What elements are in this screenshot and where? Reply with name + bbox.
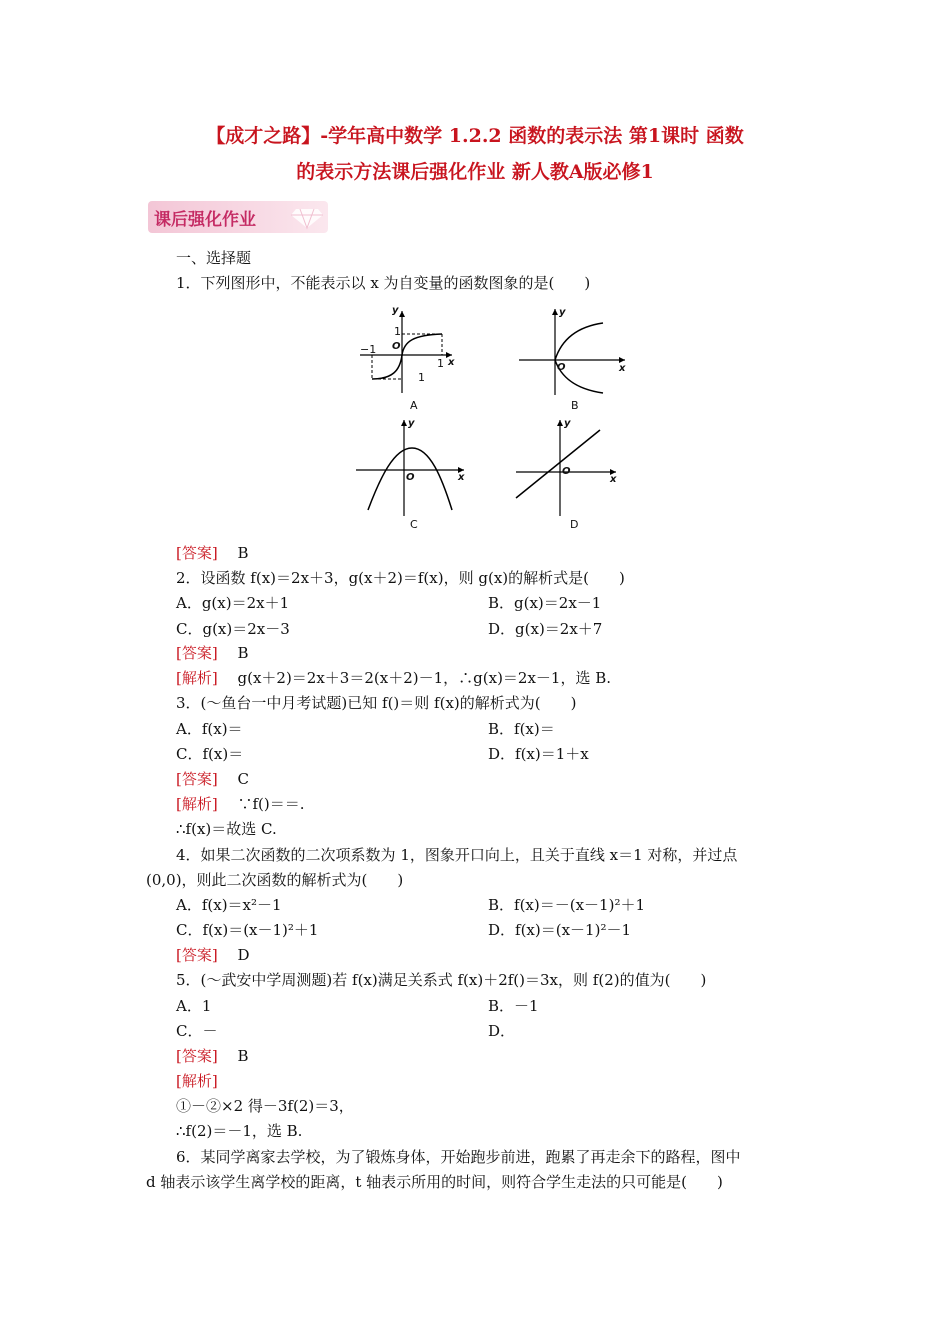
graph-a-one-top: 1: [394, 325, 401, 338]
q2-option-c: C．g(x)＝2x－3: [176, 620, 290, 638]
q2-answer: [176, 643, 249, 663]
graph-d: [512, 418, 632, 536]
graph-a-neg1: −1: [360, 343, 377, 356]
q1-answer-value: B: [237, 544, 249, 562]
q5-option-c: C．－: [176, 1022, 218, 1040]
graph-b: [515, 305, 635, 415]
q2-option-a: A．g(x)＝2x＋1: [176, 594, 290, 612]
q2-option-d: D．g(x)＝2x＋7: [488, 620, 603, 638]
graph-a-one-x: 1: [437, 357, 444, 370]
q5-analysis-tag: [解析]: [176, 1072, 218, 1090]
banner-label: 课后强化作业: [154, 210, 256, 230]
q5-analysis: [176, 1071, 218, 1091]
q5-stem: 5．(～武安中学周测题)若 f(x)满足关系式 f(x)＋2f()＝3x，则 f(2)的值为( ): [176, 971, 707, 989]
graph-a-origin-label: O: [392, 341, 401, 352]
q6-stem-line-1: 6．某同学离家去学校，为了锻炼身体，开始跑步前进，跑累了再走余下的路程，图中: [176, 1148, 741, 1166]
graph-b-caption: B: [571, 399, 579, 412]
graph-b-x-label: x: [619, 363, 626, 374]
q5-option-d: D．: [488, 1022, 516, 1040]
graph-d-x-label: x: [610, 474, 617, 485]
q2-analysis-tag: [解析]: [176, 669, 218, 687]
graph-a-caption: A: [410, 399, 418, 412]
q3-answer-tag: [答案]: [176, 770, 218, 788]
document-title-line-2: 的表示方法课后强化作业 新人教A版必修1: [296, 161, 654, 183]
q1-answer: [176, 543, 249, 563]
graph-b-curve: [555, 323, 603, 393]
q3-analysis-tag: [解析]: [176, 795, 218, 813]
graph-b-origin-label: O: [557, 362, 566, 373]
graph-d-y-label: y: [564, 418, 571, 429]
q4-option-d: D．f(x)＝(x－1)²－1: [488, 921, 632, 939]
q2-answer-tag: [答案]: [176, 644, 218, 662]
y-axis-arrow: [401, 420, 407, 426]
graph-d-caption: D: [570, 518, 579, 531]
q3-option-d: D．f(x)＝1＋x: [488, 745, 589, 763]
q5-step-2: ∴f(2)＝－1，选 B.: [176, 1122, 303, 1140]
graph-a-guide-lower: [372, 355, 402, 379]
q2-answer-value: B: [237, 644, 249, 662]
q1-answer-tag: [答案]: [176, 544, 218, 562]
q6-stem-line-2: d 轴表示该学生离学校的距离，t 轴表示所用的时间，则符合学生走法的只可能是( ): [146, 1173, 723, 1191]
q4-option-a: A．f(x)＝x²－1: [176, 896, 282, 914]
q1-stem: 1．下列图形中，不能表示以 x 为自变量的函数图象的是( ): [176, 274, 591, 292]
graph-b-y-label: y: [559, 307, 566, 318]
q5-answer-value: B: [237, 1047, 249, 1065]
graph-a-one-low: 1: [418, 371, 425, 384]
graph-c-y-label: y: [408, 418, 415, 429]
q5-option-a: A．1: [176, 997, 212, 1015]
q4-option-b: B．f(x)＝－(x－1)²＋1: [488, 896, 646, 914]
graph-c-caption: C: [410, 518, 418, 531]
graph-d-line: [516, 430, 600, 498]
y-axis-arrow: [399, 311, 405, 317]
q3-answer: [176, 769, 249, 789]
q2-analysis-text: g(x＋2)＝2x＋3＝2(x＋2)－1，∴g(x)＝2x－1，选 B.: [237, 669, 612, 687]
graph-a-x-label: x: [448, 357, 455, 368]
document-title-line-1: 【成才之路】-学年高中数学 1.2.2 函数的表示法 第1课时 函数: [206, 125, 744, 147]
q3-conclusion: ∴f(x)＝故选 C.: [176, 820, 277, 838]
q2-analysis: [176, 668, 611, 688]
q3-answer-value: C: [237, 770, 249, 788]
q4-stem-line-1: 4．如果二次函数的二次项系数为 1，图象开口向上，且关于直线 x＝1 对称，并过点: [176, 846, 738, 864]
graph-a-curve: [372, 334, 442, 379]
q5-answer: [176, 1046, 249, 1066]
graph-c-x-label: x: [458, 472, 465, 483]
q3-option-a: A．f(x)＝: [176, 720, 243, 738]
graph-a: [352, 305, 462, 415]
graph-a-guide-upper: [402, 334, 442, 355]
q5-option-b: B．－1: [488, 997, 539, 1015]
q2-stem: 2．设函数 f(x)＝2x＋3，g(x＋2)＝f(x)，则 g(x)的解析式是( ): [176, 569, 625, 587]
q5-answer-tag: [答案]: [176, 1047, 218, 1065]
q3-analysis: [176, 794, 305, 814]
graph-a-y-label: y: [392, 305, 399, 316]
q5-step-1: ①－②×2 得－3f(2)＝3，: [176, 1097, 354, 1115]
graph-d-origin-label: O: [562, 466, 571, 477]
graph-c: [352, 418, 472, 536]
q4-option-c: C．f(x)＝(x－1)²＋1: [176, 921, 319, 939]
q3-stem: 3．(～鱼台一中月考试题)已知 f()＝则 f(x)的解析式为( ): [176, 694, 577, 712]
section-heading: 一、选择题: [176, 249, 252, 267]
graph-c-origin-label: O: [406, 472, 415, 483]
q2-option-b: B．g(x)＝2x－1: [488, 594, 602, 612]
q4-stem-line-2: (0,0)，则此二次函数的解析式为( ): [146, 871, 404, 889]
q4-answer: [176, 945, 250, 965]
q4-answer-tag: [答案]: [176, 946, 218, 964]
q3-analysis-text: ∵f()＝＝.: [237, 795, 305, 813]
graph-d-plot: [512, 418, 632, 516]
q3-option-b: B．f(x)＝: [488, 720, 555, 738]
graph-b-plot: [515, 305, 635, 395]
graph-c-plot: [352, 418, 472, 516]
q4-answer-value: D: [237, 946, 250, 964]
q3-option-c: C．f(x)＝: [176, 745, 244, 763]
y-axis-arrow: [557, 420, 563, 426]
y-axis-arrow: [552, 309, 558, 315]
